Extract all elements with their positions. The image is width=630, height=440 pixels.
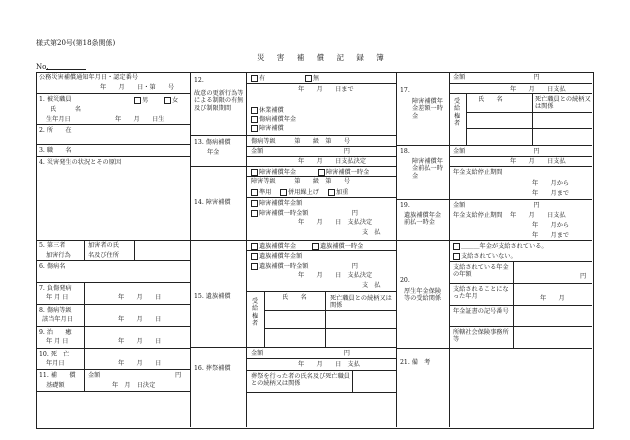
no-underline bbox=[46, 69, 86, 70]
third-party-field: 加害者の氏 bbox=[88, 242, 119, 249]
c12-text: 故意の更新行為等による制限の有無及び制限期間 bbox=[194, 90, 244, 112]
base-amount-label: 金額 bbox=[88, 372, 101, 379]
sex-female-checkbox[interactable]: 女 bbox=[164, 97, 178, 104]
c12-until[interactable]: 年 月 日まで bbox=[298, 86, 354, 93]
col-divider-2 bbox=[396, 72, 397, 427]
rule bbox=[246, 83, 396, 84]
c14-opt1-checkbox[interactable]: 障害補償年金 bbox=[251, 169, 296, 176]
c17-label: 17. bbox=[400, 87, 410, 94]
birth-label: 生年月日 bbox=[46, 116, 71, 123]
diagnosis-label: 8. 傷病等級 bbox=[39, 307, 72, 314]
c17-amount[interactable]: 金額 円 bbox=[453, 74, 540, 81]
c14-lump-checkbox[interactable]: 障害補償一時金額 円 bbox=[251, 210, 358, 217]
c20-cert-label: 年金証書の記号番号 bbox=[453, 308, 509, 315]
rule bbox=[396, 199, 592, 200]
c20-opt2-checkbox[interactable]: 支給されていない。 bbox=[453, 253, 517, 260]
rule bbox=[246, 291, 396, 292]
c14-decision[interactable]: 年 月 日 支払決定 bbox=[298, 219, 373, 226]
c19-stop: 年金支給停止期間 bbox=[453, 212, 503, 219]
c17-pay[interactable]: 年 月 日支払 bbox=[510, 86, 566, 93]
c15-opt1-checkbox[interactable]: 遺族補償年金 bbox=[251, 243, 296, 250]
rule bbox=[449, 93, 592, 94]
rule bbox=[36, 369, 190, 370]
rule bbox=[36, 326, 190, 327]
rule bbox=[246, 197, 396, 198]
rule bbox=[352, 370, 353, 392]
c14-label: 14. 障害補償 bbox=[194, 199, 231, 206]
c20-pension-yen: 円 bbox=[580, 273, 587, 280]
sex-male-checkbox[interactable]: 男 bbox=[134, 97, 148, 104]
third-party-label-2: 加害行為 bbox=[46, 252, 71, 259]
c15-recipient: 受給権者 bbox=[252, 298, 259, 328]
c18-pay[interactable]: 年 月 日支払 bbox=[510, 158, 566, 165]
c16-label: 16. 葬祭補償 bbox=[194, 365, 231, 372]
c18-from[interactable]: 年 月から bbox=[532, 180, 570, 187]
c13-label-2: 年金 bbox=[207, 149, 220, 156]
rule bbox=[246, 156, 396, 157]
rule bbox=[36, 124, 190, 125]
col-divider-1 bbox=[190, 72, 191, 427]
cure-label: 9. 治 癒 bbox=[39, 329, 72, 336]
rule bbox=[36, 282, 190, 283]
rule bbox=[449, 326, 592, 327]
position-label: 3. 職 名 bbox=[39, 147, 72, 154]
c14-opt2-checkbox[interactable]: 障害補償一時金 bbox=[318, 169, 369, 176]
rule bbox=[36, 240, 190, 241]
c21-label: 21. 備 考 bbox=[400, 359, 431, 366]
rule bbox=[36, 156, 190, 157]
c18-label: 18. bbox=[400, 148, 410, 155]
rule bbox=[36, 304, 190, 305]
rule bbox=[396, 145, 592, 146]
rule bbox=[466, 93, 467, 145]
rule bbox=[264, 310, 396, 311]
rule bbox=[396, 240, 592, 241]
third-party-label: 5. 第三者 bbox=[39, 242, 66, 249]
c18-stop: 年金支給停止期間 bbox=[453, 169, 503, 176]
injury-date[interactable]: 年 月 日 bbox=[118, 294, 162, 301]
rule bbox=[264, 291, 265, 347]
c15-annual-checkbox[interactable]: 遺族補償年金額 bbox=[251, 253, 302, 260]
c12-label: 12. bbox=[194, 77, 204, 84]
c15-name-header: 氏 名 bbox=[282, 294, 307, 301]
injured-label: 1. 被災職員 bbox=[39, 96, 72, 103]
c17-text: 障害補償年金差額一時金 bbox=[412, 98, 443, 120]
c18-to[interactable]: 年 月まで bbox=[532, 190, 570, 197]
rule bbox=[449, 283, 592, 284]
base-label: 11. 補 償 bbox=[39, 372, 76, 379]
c13-amount[interactable]: 金額 円 bbox=[251, 148, 350, 155]
rule bbox=[246, 358, 396, 359]
c20-date-label: 支給されることになった年月 bbox=[453, 286, 509, 301]
rule bbox=[513, 261, 514, 348]
third-party-field-2: 名及び住所 bbox=[88, 252, 119, 259]
c15-label: 15. 遺族補償 bbox=[194, 293, 231, 300]
c20-text: 厚生年金保険等の受給関係 bbox=[404, 288, 442, 303]
c13-label: 13. 傷病補償 bbox=[194, 139, 231, 146]
rule bbox=[36, 93, 190, 94]
rule bbox=[246, 250, 396, 251]
cure-label-2: 年 月 日 bbox=[46, 338, 69, 345]
c19-label: 19. bbox=[400, 202, 410, 209]
base-decision[interactable]: 年 月 日決定 bbox=[112, 382, 156, 389]
c12-injury-checkbox[interactable]: 傷病補償年金 bbox=[251, 116, 296, 123]
rule bbox=[190, 135, 396, 136]
c14-pay: 支 払 bbox=[362, 229, 381, 236]
rule bbox=[466, 128, 592, 129]
rule bbox=[532, 93, 533, 145]
c15-lump-checkbox[interactable]: 遺族補償一時金額 円 bbox=[251, 263, 358, 270]
document-title: 災 害 補 償 記 録 簿 bbox=[257, 53, 389, 62]
rule bbox=[190, 166, 396, 167]
c20-office-label: 所轄社会保険事務所等 bbox=[453, 329, 509, 344]
base-label-2: 基礎額 bbox=[46, 382, 65, 389]
c12-yes-checkbox[interactable]: 有 bbox=[251, 75, 265, 82]
c20-pension-label: 支給されている年金の年額 bbox=[453, 264, 509, 279]
injury-date-label: 7. 負傷発病 bbox=[39, 285, 72, 292]
notice-date[interactable]: 年 月 日・第 号 bbox=[100, 84, 175, 91]
c15-decision[interactable]: 年 月 日 支払決定 bbox=[298, 272, 373, 279]
c19-from[interactable]: 年 月から bbox=[532, 222, 570, 229]
rule bbox=[190, 347, 396, 348]
injury-date-label-2: 年 月 日 bbox=[46, 294, 69, 301]
c15-pay: 支 払 bbox=[362, 282, 381, 289]
rule bbox=[36, 391, 190, 392]
rule bbox=[396, 348, 592, 349]
rule bbox=[325, 291, 326, 347]
c14-opt5-checkbox[interactable]: 加重 bbox=[328, 189, 348, 196]
rule bbox=[449, 166, 592, 167]
rule bbox=[246, 370, 396, 371]
c19-pay[interactable]: 年 月 日支払 bbox=[510, 212, 566, 219]
c15-opt2-checkbox[interactable]: 遺族補償一時金 bbox=[312, 243, 363, 250]
notice-label: 公務災害補償通知年月日・認定番号 bbox=[39, 74, 138, 81]
rule bbox=[36, 144, 190, 145]
c14-opt4-checkbox[interactable]: 併用繰上げ bbox=[280, 189, 319, 196]
c17-recipient: 受給権者 bbox=[454, 98, 461, 128]
c18-text: 障害補償年金前払一時金 bbox=[412, 158, 443, 180]
death-label: 10. 死 亡 bbox=[39, 351, 70, 358]
accident-label: 4. 災害発生の状況とその原因 bbox=[39, 159, 122, 166]
c20-label: 20. bbox=[400, 277, 410, 284]
address-label: 2. 所 在 bbox=[39, 127, 72, 134]
form-number: 様式第20号(第18条関係) bbox=[36, 39, 116, 47]
c17-relation-header: 死亡職員との続柄又は関係 bbox=[535, 96, 591, 111]
base-yen: 円 bbox=[175, 372, 182, 379]
rule bbox=[449, 261, 592, 262]
c20-opt1-checkbox[interactable]: ＿＿＿年金が支給されている。 bbox=[453, 243, 548, 250]
rule bbox=[84, 369, 85, 391]
diagnosis-label-2: 該当年月日 bbox=[42, 316, 73, 323]
injury-name-label: 6. 傷病名 bbox=[39, 263, 66, 270]
rule bbox=[36, 260, 190, 261]
rule bbox=[466, 112, 592, 113]
death-label-2: 年月日 bbox=[46, 360, 65, 367]
c14-annual-checkbox[interactable]: 障害補償年金額 bbox=[251, 200, 302, 207]
death-date[interactable]: 年 月 日 bbox=[118, 360, 162, 367]
birth-date[interactable]: 年 月 日生 bbox=[115, 116, 165, 123]
c14-opt3-checkbox[interactable]: 準用 bbox=[251, 189, 271, 196]
rule bbox=[449, 83, 592, 84]
no-label: No. bbox=[36, 63, 49, 71]
rule bbox=[246, 392, 396, 393]
c16-amount[interactable]: 金額 円 bbox=[251, 350, 350, 357]
rule bbox=[84, 240, 85, 260]
right-label-divider bbox=[449, 72, 450, 427]
cure-date[interactable]: 年 月 日 bbox=[118, 338, 162, 345]
c12-disability-checkbox[interactable]: 障害補償 bbox=[251, 125, 284, 132]
rule bbox=[449, 305, 592, 306]
c18-amount[interactable]: 金額 円 bbox=[453, 148, 540, 155]
c12-rest-checkbox[interactable]: 休業補償 bbox=[251, 107, 284, 114]
c15-relation-header: 死亡職員との続柄又は関係 bbox=[330, 295, 392, 310]
c16-decision[interactable]: 年 月 日 支払 bbox=[298, 361, 360, 368]
rule bbox=[134, 240, 135, 260]
c13-grade[interactable]: 傷病等級 第 級 第 号 bbox=[251, 138, 350, 145]
c19-text: 遺族補償年金前払一時金 bbox=[404, 212, 442, 227]
rule bbox=[190, 240, 396, 241]
rule bbox=[246, 176, 396, 177]
c19-amount[interactable]: 金額 円 bbox=[453, 202, 540, 209]
c19-to[interactable]: 年 月まで bbox=[532, 232, 570, 239]
c12-no-checkbox[interactable]: 無 bbox=[305, 75, 319, 82]
rule bbox=[449, 156, 592, 157]
rule bbox=[246, 146, 396, 147]
rule bbox=[36, 348, 190, 349]
diagnosis-date[interactable]: 年 月 日 bbox=[118, 316, 162, 323]
c13-decision[interactable]: 年 月 日支払決定 bbox=[298, 158, 367, 165]
c14-grade[interactable]: 障害等級 第 級 第 号 bbox=[251, 178, 350, 185]
c16-person: 葬祭を行った者の氏名及び死亡職員との続柄又は関係 bbox=[251, 373, 350, 388]
c20-date-value[interactable]: 年 月 bbox=[540, 295, 565, 302]
c17-name-header: 氏 名 bbox=[478, 96, 503, 103]
rule bbox=[264, 328, 396, 329]
name-label: 氏 名 bbox=[50, 106, 81, 113]
